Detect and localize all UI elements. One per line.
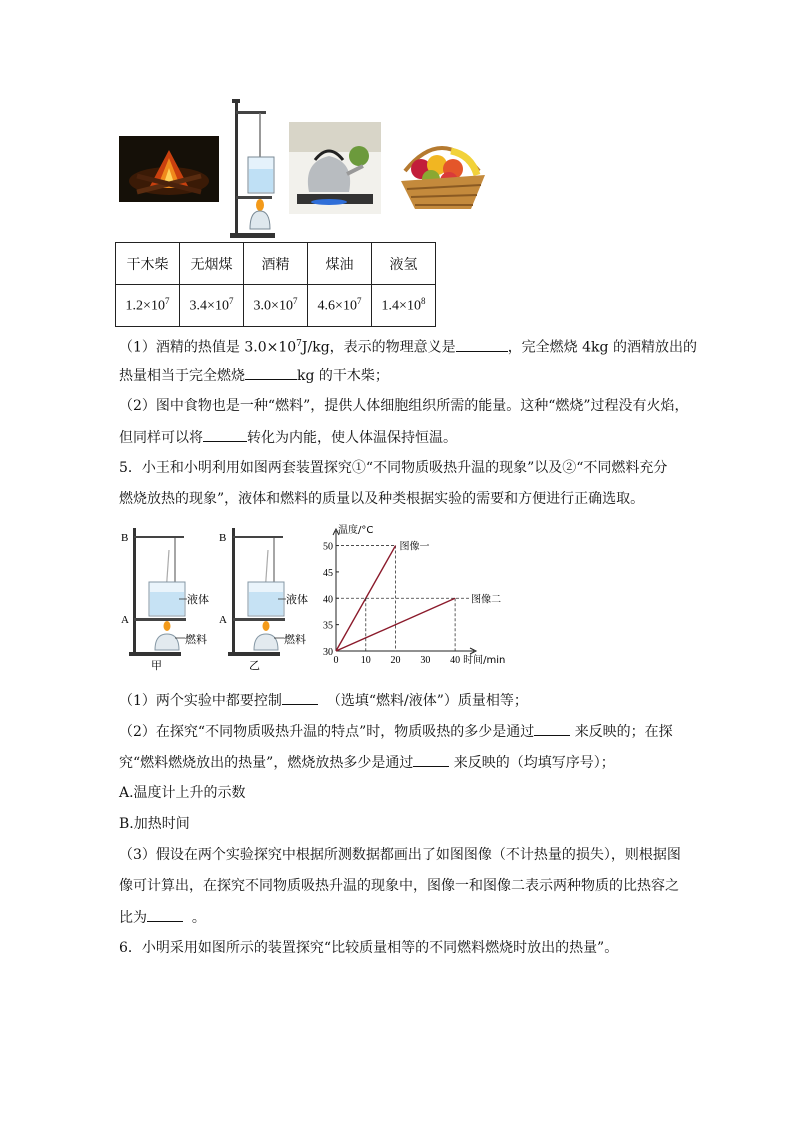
apparatus-diagram [115,522,320,670]
kettle-stove-image [289,122,381,214]
x-tick-label: 40 [450,655,461,666]
table-header-row [116,243,436,285]
q4-part1-line1: （1）酒精的热值是 $3.0\times 10^7J/kg$，表示的物理意义是 ，完全燃烧 4kg 的酒精放出的 [119,334,697,358]
table-header-cell: 无烟煤 [180,243,244,285]
q6-stem-line1: 6．小明采用如图所示的装置探究“比较质量相等的不同燃料燃烧时放出的热量”。 [119,940,619,956]
y-tick-label: 45 [323,567,333,579]
answer-blank[interactable] [282,690,318,705]
series-label: 图像二 [471,594,502,606]
q4-part2-line1: （2）图中食物也是一种“燃料”，提供人体细胞组织所需的能量。这种“燃烧”过程没有火焰， [119,398,689,414]
q4-part1-line2: 热量相当于完全燃烧 kg 的干木柴； [119,365,389,386]
answer-blank[interactable] [534,721,570,736]
q5-part2-line2: 究“燃料燃烧放出的热量”，燃烧放热多少是通过 来反映的（均填写序号）； [119,752,615,773]
q5-part3-line1: （3）假设在两个实验探究中根据所测数据都画出了如图图像（不计热量的损失），则根据图 [119,847,681,863]
label-liquid-yi: 液体 [286,593,308,606]
q5-part2-line1: （2）在探究“不同物质吸热升温的特点”时，物质吸热的多少是通过 来反映的；在探 [119,721,673,742]
label-a-yi: A [219,614,227,626]
label-liquid-jia: 液体 [187,593,209,606]
q5-option-b: B.加热时间 [119,816,190,832]
table-row [116,285,436,327]
y-tick-label: 35 [323,620,333,632]
table-cell: $3.0\times 10^7$ [244,285,308,327]
x-tick-label: 10 [360,655,371,666]
y-tick-label: 40 [323,594,333,606]
q5-stem-line2: 燃烧放热的现象”，液体和燃料的质量以及种类根据实验的需要和方便进行正确选取。 [119,491,645,507]
heating-apparatus-image [222,97,282,241]
answer-blank[interactable] [203,427,247,442]
label-b: B [121,532,129,544]
answer-blank[interactable] [413,752,449,767]
label-b-yi: B [219,532,227,544]
q5-part1: （1）两个实验中都要控制 （选填“燃料/液体”）质量相等； [119,690,528,711]
label-jia: 甲 [151,659,162,672]
x-tick-label: 30 [420,655,431,666]
label-yi: 乙 [249,659,260,672]
x-tick-label: 0 [333,655,339,666]
y-tick-label: 50 [323,541,333,553]
table-cell: $3.4\times 10^7$ [180,285,244,327]
label-fuel-jia: 燃料 [185,633,207,646]
x-tick-label: 20 [390,655,401,666]
q5-option-a: A.温度计上升的示数 [119,785,246,801]
q5-part3-line2: 像可计算出，在探究不同物质吸热升温的现象中，图像一和图像二表示两种物质的比热容之 [119,878,679,894]
table-header-cell: 液氢 [372,243,436,285]
y-tick-label: 30 [323,647,333,658]
answer-blank[interactable] [147,907,183,922]
label-a: A [121,614,129,626]
q5-part3-line3: 比为 。 [119,907,206,928]
table-cell: $1.2\times 10^7$ [116,285,180,327]
y-axis-label: 温度/°C [338,525,374,536]
answer-blank[interactable] [456,337,508,352]
q5-stem-line1: 5．小王和小明利用如图两套装置探究①“不同物质吸热升温的现象”以及②“不同燃料充分 [119,460,668,476]
table-header-cell: 煤油 [308,243,372,285]
table-cell: $1.4\times 10^8$ [372,285,436,327]
table-header-cell: 酒精 [244,243,308,285]
q4-part2-line2: 但同样可以将 转化为内能，使人体温保持恒温。 [119,427,457,448]
table-header-cell: 干木柴 [116,243,180,285]
fuel-heat-value-table [115,242,436,327]
apparatus-jia [129,528,187,656]
table-cell: $4.6\times 10^7$ [308,285,372,327]
x-axis-label: 时间/min [463,655,506,666]
answer-blank[interactable] [245,365,297,380]
label-fuel-yi: 燃料 [284,633,306,646]
temperature-time-chart [318,525,506,670]
fruit-basket-image [391,125,493,213]
apparatus-yi [228,528,286,656]
campfire-image [119,136,219,202]
series-label: 图像一 [399,541,430,553]
